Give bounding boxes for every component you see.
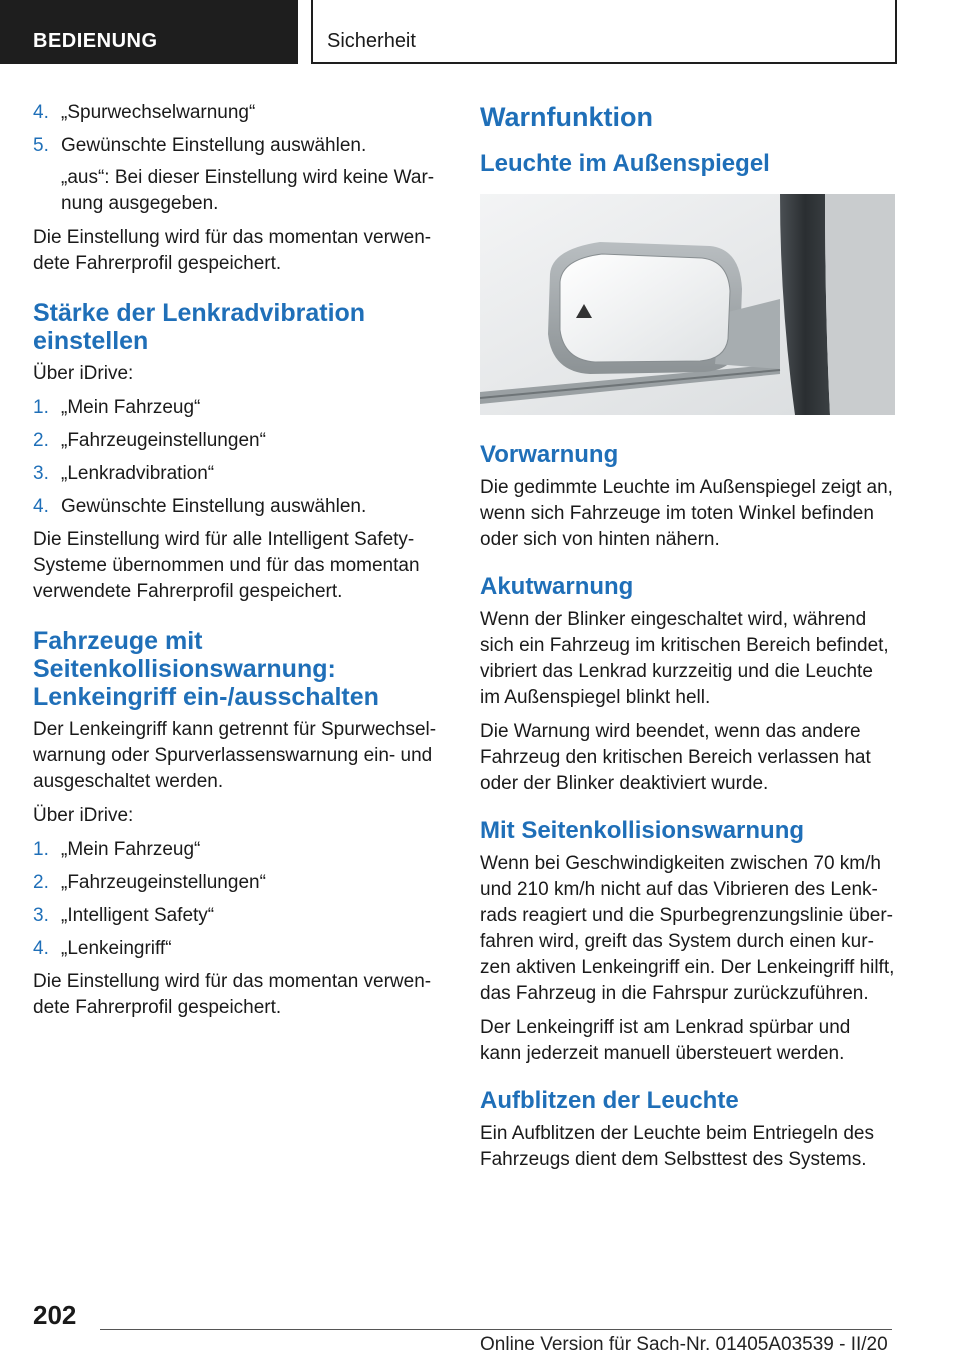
paragraph: Die Einstellung wird für das momentan verwendete Fahrerprofil gespeichert. [33, 227, 432, 274]
section-heading: Leuchte im Außenspiegel [480, 150, 770, 177]
step-number: 3. [33, 463, 49, 484]
list-item [33, 870, 441, 896]
list-item [33, 461, 441, 487]
paragraph: Die Einstellung wird für alle Intelligent Safety-Systeme übernommen und für das momentan verwendete Fahrerprofil gespeichert. [33, 529, 420, 602]
step-text: „Fahrzeugeinstellungen“ [61, 430, 266, 451]
section-heading: Fahrzeuge mit Seitenkollisionswarnung: Lenkeingriff ein-/ausschalten [33, 627, 379, 711]
chapter-tab [311, 0, 897, 64]
section-heading: Aufblitzen der Leuchte [480, 1087, 739, 1114]
paragraph: Die Warnung wird beendet, wenn das andere Fahrzeug den kritischen Bereich verlassen hat oder der Blinker deaktiviert wurde. [480, 721, 871, 794]
step-text: „Intelligent Safety“ [61, 905, 215, 926]
step-number: 2. [33, 872, 49, 893]
step-text: „Lenkeingriff“ [61, 938, 172, 959]
step-number: 4. [33, 496, 49, 517]
list-item [33, 395, 441, 421]
paragraph: Die Einstellung wird für das momentan verwendete Fahrerprofil gespeichert. [33, 971, 432, 1018]
paragraph: Die gedimmte Leuchte im Außenspiegel zeigt an, wenn sich Fahrzeuge im toten Winkel befinden oder sich von hinten nähern. [480, 477, 893, 550]
list-item [33, 494, 441, 520]
step-text: Gewünschte Einstellung auswählen. [61, 135, 367, 156]
page-title: Warnfunktion [480, 102, 653, 132]
right-column [480, 100, 896, 1181]
section-heading: Vorwarnung [480, 441, 619, 468]
page-number: 202 [33, 1300, 77, 1330]
mirror-illustration [480, 194, 895, 415]
step-text: „Mein Fahrzeug“ [61, 397, 201, 418]
step-number: 3. [33, 905, 49, 926]
section-heading: Stärke der Lenkradvibration einstellen [33, 299, 366, 355]
step-number: 5. [33, 135, 49, 156]
chapter-title: Sicherheit [327, 30, 416, 52]
list-item [33, 133, 441, 159]
section-heading: Akutwarnung [480, 573, 634, 600]
paragraph: Ein Aufblitzen der Leuchte beim Entriegeln des Fahrzeugs dient dem Selbsttest des Systems. [480, 1123, 874, 1170]
list-item [33, 428, 441, 454]
paragraph: Über iDrive: [33, 805, 134, 826]
list-item [33, 936, 441, 962]
step-text: „Lenkradvibration“ [61, 463, 215, 484]
step-number: 1. [33, 839, 49, 860]
footer-online-version: Online Version für Sach-Nr. 01405A03539 - II/20 [480, 1334, 888, 1355]
section-heading: Mit Seitenkollisionswarnung [480, 817, 805, 844]
mirror-image [480, 194, 895, 415]
step-text: „Spurwechselwarnung“ [61, 102, 256, 123]
section-tab [0, 0, 298, 64]
paragraph: Über iDrive: [33, 363, 134, 384]
step-text: „Fahrzeugeinstellungen“ [61, 872, 266, 893]
paragraph: Der Lenkeingriff kann getrennt für Spurwechselwarnung oder Spurverlassenswarnung ein- und ausgeschaltet werden. [33, 719, 437, 792]
step-number: 1. [33, 397, 49, 418]
step-number: 2. [33, 430, 49, 451]
step-number: 4. [33, 938, 49, 959]
list-item [33, 100, 441, 126]
paragraph: Wenn bei Geschwindigkeiten zwischen 70 km/h und 210 km/h nicht auf das Vibrieren des Lenkrads reagiert und die Spurbegrenzungslinie überfahren wird, greift das System durch einen kurzen aktiven Lenkeingriff ein. Der Lenkeingriff hilft, das Fahrzeug in die Fahrspur zurückzuführen. [480, 853, 895, 1004]
paragraph: Der Lenkeingriff ist am Lenkrad spürbar und kann jederzeit manuell übersteuert werden. [480, 1017, 851, 1064]
footer-divider [100, 1329, 892, 1330]
step-note: „aus“: Bei dieser Einstellung wird keine Warnung ausgegeben. [61, 167, 435, 214]
paragraph: Wenn der Blinker eingeschaltet wird, während sich ein Fahrzeug im kritischen Bereich befindet, vibriert das Lenkrad kurzzeitig und die Leuchte im Außenspiegel blinkt hell. [480, 609, 889, 708]
step-text: „Mein Fahrzeug“ [61, 839, 201, 860]
step-text: Gewünschte Einstellung auswählen. [61, 496, 367, 517]
left-column [33, 100, 441, 1029]
section-title: BEDIENUNG [33, 30, 158, 52]
list-item [33, 903, 441, 929]
list-item [33, 837, 441, 863]
step-number: 4. [33, 102, 49, 123]
